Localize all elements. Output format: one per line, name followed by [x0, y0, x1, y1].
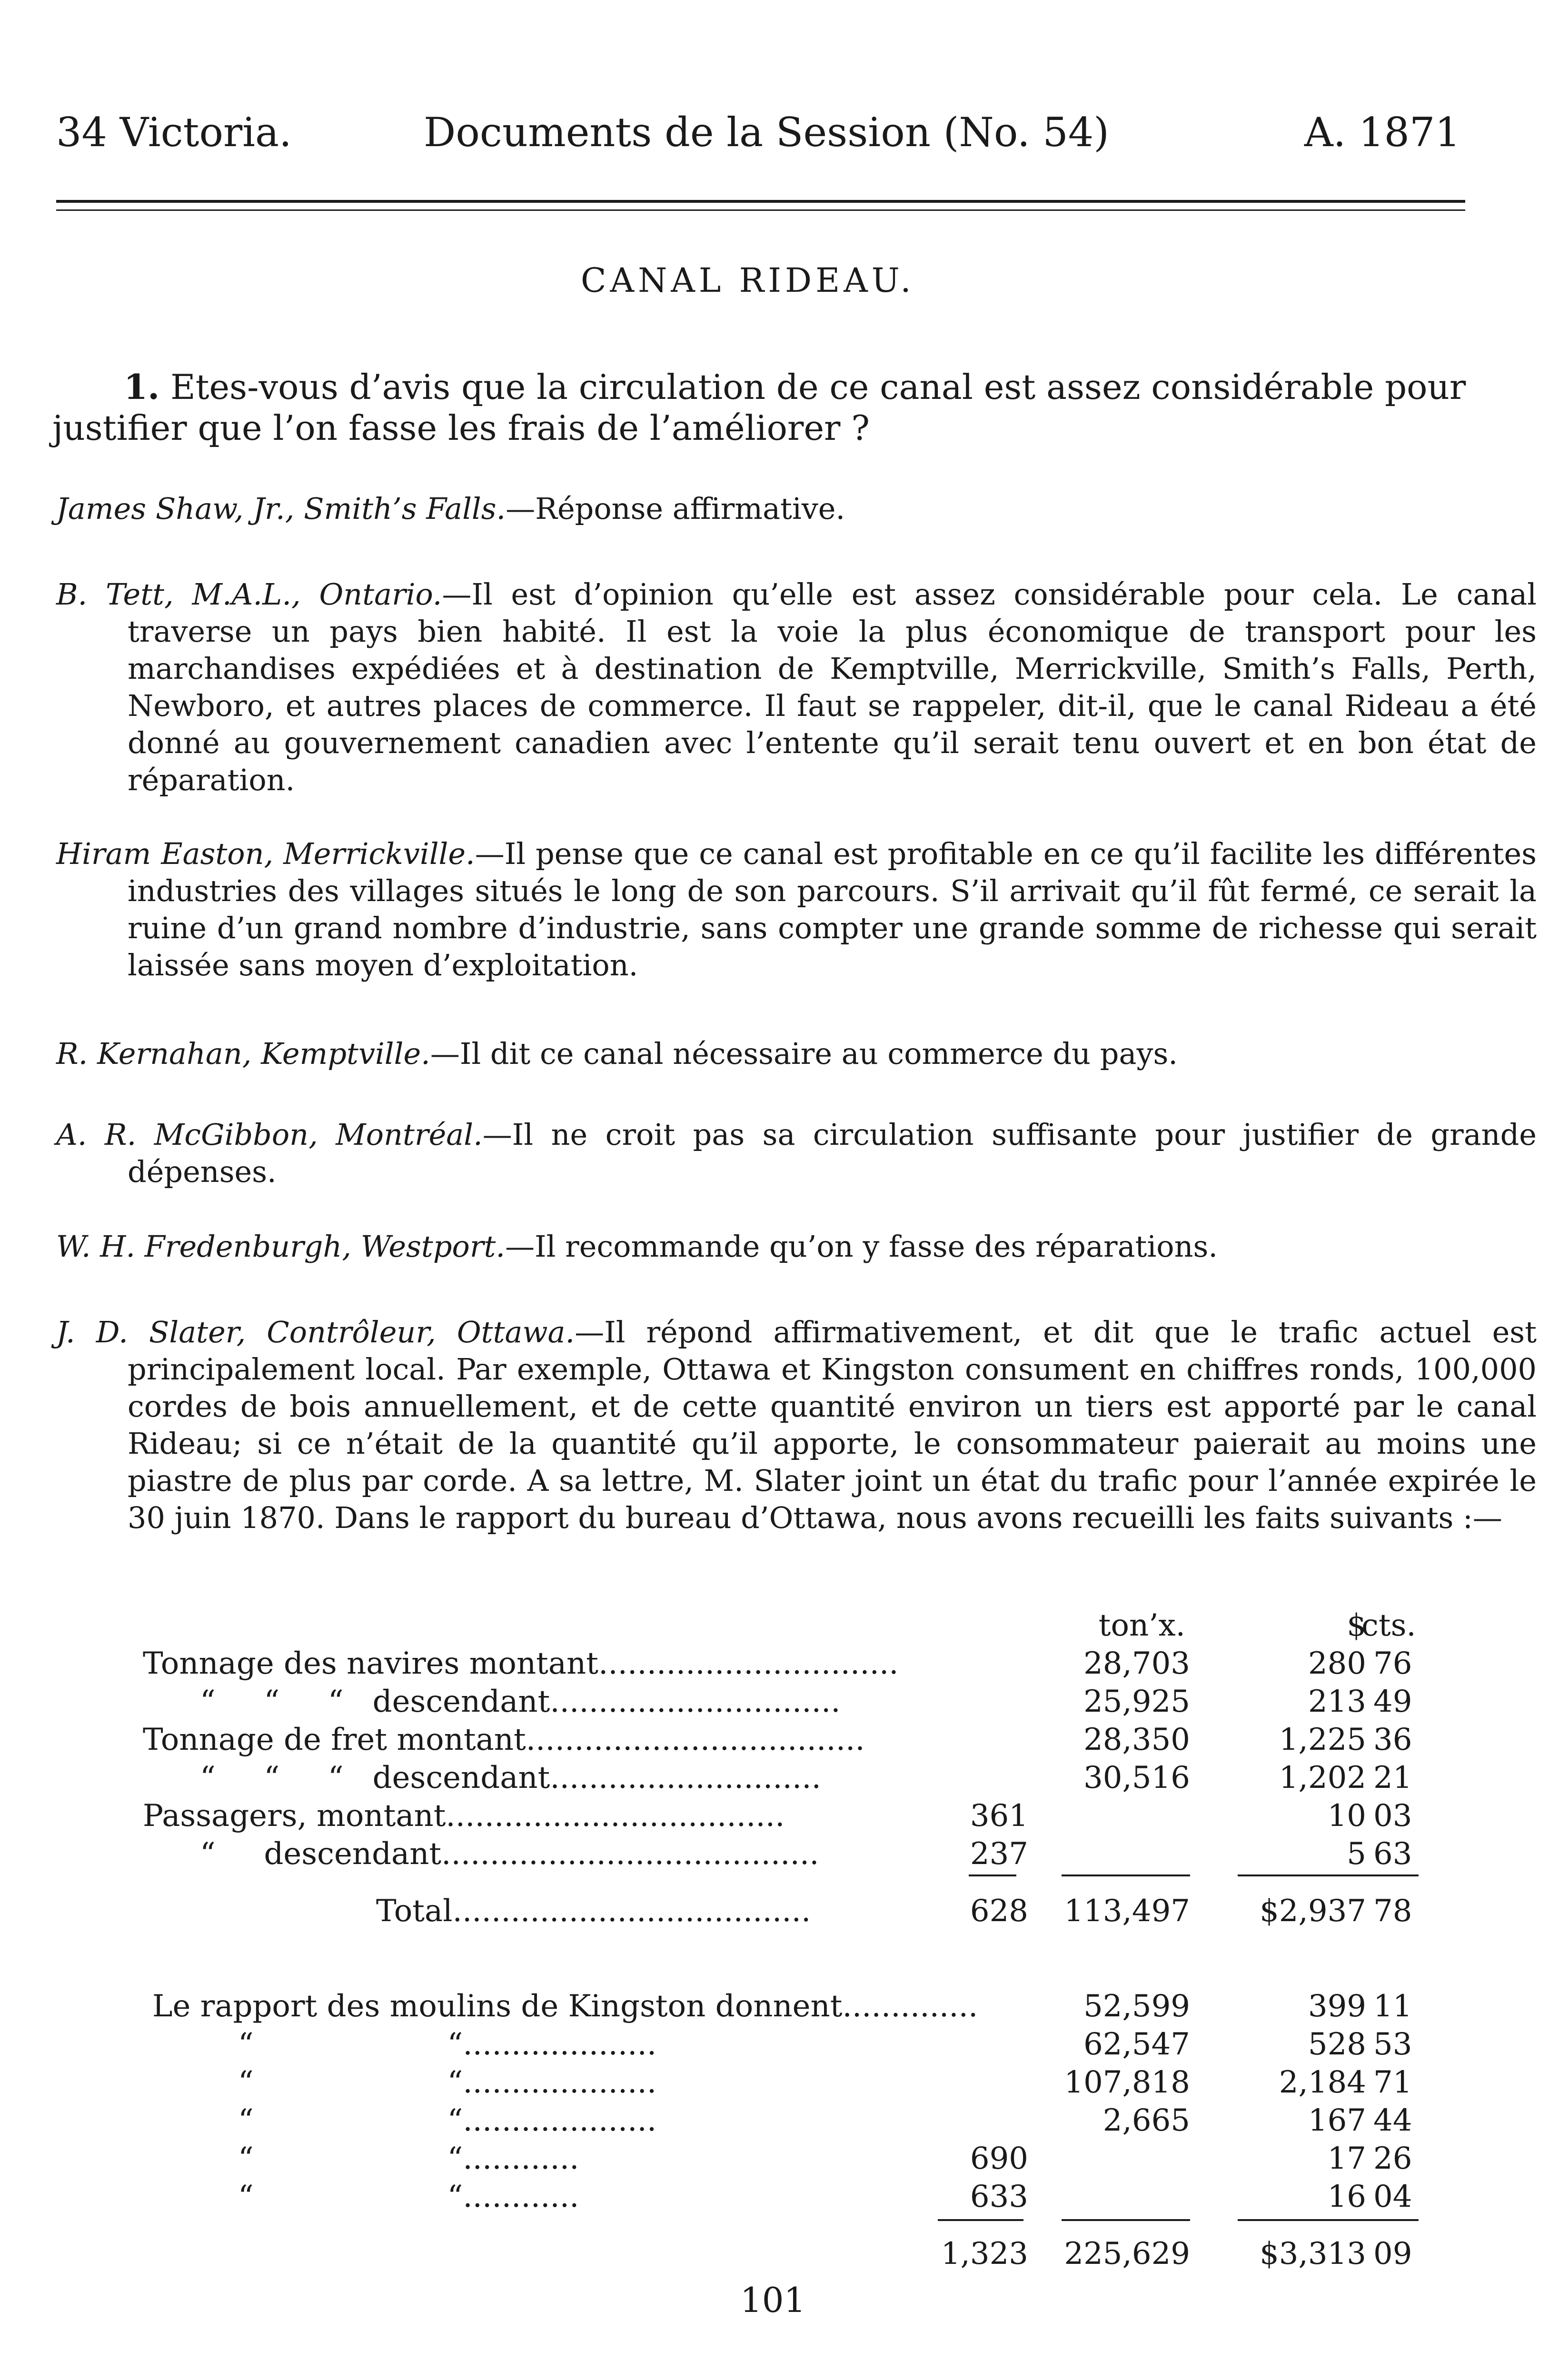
- row-label-text: “ “ “ descendant: [200, 1684, 550, 1719]
- row-label-text: “ “: [238, 2065, 463, 2100]
- row-dollars: 213: [1308, 1684, 1366, 1719]
- rule-tons: [1062, 1874, 1190, 1876]
- row-dollars: 2,184: [1279, 2065, 1366, 2100]
- row-leader: ..............................: [550, 1684, 841, 1719]
- column-header-tons: ton’x.: [1098, 1608, 1185, 1643]
- row-leader: ..............: [842, 1989, 978, 2024]
- row-tons: 28,703: [1083, 1646, 1190, 1681]
- row-dollars: 1,225: [1279, 1722, 1366, 1757]
- row-leader: ....................: [463, 2065, 657, 2100]
- respondent-name: A. R. McGibbon, Montréal.: [56, 1117, 483, 1152]
- total-count: 628: [970, 1894, 1028, 1929]
- header-rule-thin: [56, 209, 1465, 211]
- answer-item: [56, 1035, 1537, 1072]
- page-number: 101: [740, 2280, 806, 2320]
- row-label-text: “ descendant: [200, 1836, 442, 1872]
- row-tons: 30,516: [1083, 1760, 1190, 1795]
- answer-text: —Il recommande qu’on y fasse des réparations.: [505, 1229, 1218, 1264]
- row-label: [143, 1645, 899, 1683]
- row-tons: 107,818: [1064, 2065, 1190, 2100]
- total-row: [376, 1892, 811, 1930]
- total-dollars: $2,937: [1260, 1894, 1366, 1929]
- row-label: [238, 2102, 656, 2140]
- respondent-name: Hiram Easton, Merrickville.: [56, 836, 475, 871]
- row-label: [238, 2140, 579, 2178]
- answer-text: —Il ne croit pas sa circulation suffisante pour justifier de grande dépenses.: [128, 1117, 1537, 1189]
- row-dollars: 399: [1308, 1989, 1366, 2024]
- row-label: [238, 2063, 656, 2102]
- header-center: Documents de la Session (No. 54): [424, 109, 1110, 156]
- row-label: [238, 2178, 579, 2216]
- header-left: 34 Victoria.: [56, 109, 292, 156]
- row-dollars: 167: [1308, 2103, 1366, 2138]
- total-label: Total: [376, 1894, 453, 1929]
- row-label: [152, 1987, 978, 2025]
- total-cents: 78: [1373, 1894, 1412, 1929]
- row-cents: 03: [1373, 1798, 1412, 1834]
- row-label-text: “ “ “ descendant: [200, 1760, 550, 1795]
- row-tons: 62,547: [1083, 2027, 1190, 2062]
- row-cents: 63: [1373, 1836, 1412, 1872]
- mills-total-tons: 225,629: [1064, 2236, 1190, 2271]
- row-cents: 49: [1373, 1684, 1412, 1719]
- row-cents: 71: [1373, 2065, 1412, 2100]
- respondent-name: J. D. Slater, Contrôleur, Ottawa.: [56, 1315, 575, 1349]
- row-dollars: 10: [1327, 1798, 1366, 1834]
- page-title: CANAL RIDEAU.: [581, 261, 915, 300]
- row-cents: 11: [1373, 1989, 1412, 2024]
- question-text: Etes-vous d’avis que la circulation de ce canal est assez considérable pour justifier que l’on fasse les frais de l’améliorer ?: [52, 367, 1466, 448]
- respondent-name: W. H. Fredenburgh, Westport.: [56, 1229, 506, 1264]
- row-cents: 76: [1373, 1646, 1412, 1681]
- answer-item: [56, 1116, 1537, 1190]
- row-count: 361: [970, 1798, 1028, 1834]
- row-label: [200, 1835, 819, 1873]
- respondent-name: James Shaw, Jr., Smith’s Falls.: [56, 491, 506, 526]
- rule-money: [1238, 2219, 1419, 2221]
- row-leader: ............: [463, 2141, 579, 2176]
- row-dollars: 16: [1327, 2179, 1366, 2214]
- row-label: [143, 1797, 784, 1835]
- column-header-dollars: $: [1347, 1608, 1366, 1643]
- header-rule-thick: [56, 200, 1465, 203]
- row-label-text: Passagers, montant: [143, 1798, 446, 1834]
- rule-money: [1238, 1874, 1419, 1876]
- row-tons: 28,350: [1083, 1722, 1190, 1757]
- row-cents: 36: [1373, 1722, 1412, 1757]
- row-leader: .......................................: [441, 1836, 819, 1872]
- row-label-text: Le rapport des moulins de Kingston donnent: [152, 1989, 843, 2024]
- column-header-cents: cts.: [1361, 1608, 1416, 1643]
- row-label-text: “ “: [238, 2103, 463, 2138]
- row-cents: 21: [1373, 1760, 1412, 1795]
- answer-item: [56, 490, 1537, 527]
- row-label-text: “ “: [238, 2027, 463, 2062]
- row-label: [143, 1721, 865, 1759]
- row-cents: 26: [1373, 2141, 1412, 2176]
- mills-total-dollars: $3,313: [1260, 2236, 1366, 2271]
- row-leader: ...............................: [598, 1646, 899, 1681]
- question-number: 1.: [124, 367, 160, 407]
- row-cents: 53: [1373, 2027, 1412, 2062]
- row-leader: ...................................: [446, 1798, 785, 1834]
- row-tons: 52,599: [1083, 1989, 1190, 2024]
- row-leader: ....................: [463, 2027, 657, 2062]
- row-label-text: Tonnage de fret montant: [143, 1722, 526, 1757]
- row-dollars: 1,202: [1279, 1760, 1366, 1795]
- rule-tons: [1062, 2219, 1190, 2221]
- total-leader: .....................................: [452, 1894, 811, 1929]
- row-tons: 25,925: [1083, 1684, 1190, 1719]
- row-count: 237: [970, 1836, 1028, 1872]
- row-label-text: “ “: [238, 2179, 463, 2214]
- answer-item: [56, 1228, 1537, 1265]
- row-dollars: 280: [1308, 1646, 1366, 1681]
- question: [52, 367, 1471, 448]
- row-dollars: 5: [1347, 1836, 1366, 1872]
- mills-total-count: 1,323: [941, 2236, 1028, 2271]
- total-tons: 113,497: [1064, 1894, 1190, 1929]
- answer-text: —Il répond affirmativement, et dit que le trafic actuel est principalement local. Par exemple, Ottawa et Kingston consument en chiffres ronds, 100,000 cordes de bois annuellement, et de cette quantité environ un tiers est apporté par le canal Rideau; si ce n’était de la quantité qu’il apporte, le consommateur paierait au moins une piastre de plus par corde. A sa lettre, M. Slater joint un état du trafic pour l’année expirée le 30 juin 1870. Dans le rapport du bureau d’Ottawa, nous avons recueilli les faits suivants :—: [128, 1315, 1537, 1535]
- answer-text: —Il est d’opinion qu’elle est assez considérable pour cela. Le canal traverse un pays bien habité. Il est la voie la plus économique de transport pour les marchandises expédiées et à destination de Kemptville, Merrickville, Smith’s Falls, Perth, Newboro, et autres places de commerce. Il faut se rappeler, dit-il, que le canal Rideau a été donné au gouvernement canadien avec l’entente qu’il serait tenu ouvert et en bon état de réparation.: [128, 577, 1537, 797]
- answer-text: —Il dit ce canal nécessaire au commerce du pays.: [430, 1036, 1178, 1071]
- row-leader: ............................: [550, 1760, 821, 1795]
- row-label: [200, 1683, 841, 1721]
- row-leader: ...................................: [526, 1722, 865, 1757]
- row-count: 690: [970, 2141, 1028, 2176]
- answer-text: —Il pense que ce canal est profitable en ce qu’il facilite les différentes industries des villages situés le long de son parcours. S’il arrivait qu’il fût fermé, ce serait la ruine d’un grand nombre d’industrie, sans compter une grande somme de richesse qui serait laissée sans moyen d’exploitation.: [128, 836, 1537, 982]
- row-dollars: 17: [1327, 2141, 1366, 2176]
- rule-count: [938, 2219, 1023, 2221]
- answer-item: [56, 576, 1537, 799]
- answer-item: [56, 835, 1537, 984]
- row-label: [238, 2025, 656, 2063]
- row-dollars: 528: [1308, 2027, 1366, 2062]
- row-cents: 04: [1373, 2179, 1412, 2214]
- mills-total-cents: 09: [1373, 2236, 1412, 2271]
- row-count: 633: [970, 2179, 1028, 2214]
- row-leader: ....................: [463, 2103, 657, 2138]
- row-leader: ............: [463, 2179, 579, 2214]
- row-cents: 44: [1373, 2103, 1412, 2138]
- answer-item: [56, 1314, 1537, 1537]
- row-label-text: Tonnage des navires montant: [143, 1646, 598, 1681]
- row-tons: 2,665: [1102, 2103, 1190, 2138]
- answer-text: —Réponse affirmative.: [506, 491, 845, 526]
- rule-count: [969, 1874, 1016, 1876]
- row-label-text: “ “: [238, 2141, 463, 2176]
- row-label: [200, 1759, 821, 1797]
- respondent-name: B. Tett, M.A.L., Ontario.: [56, 577, 442, 612]
- respondent-name: R. Kernahan, Kemptville.: [56, 1036, 430, 1071]
- header-right: A. 1871: [1304, 109, 1460, 156]
